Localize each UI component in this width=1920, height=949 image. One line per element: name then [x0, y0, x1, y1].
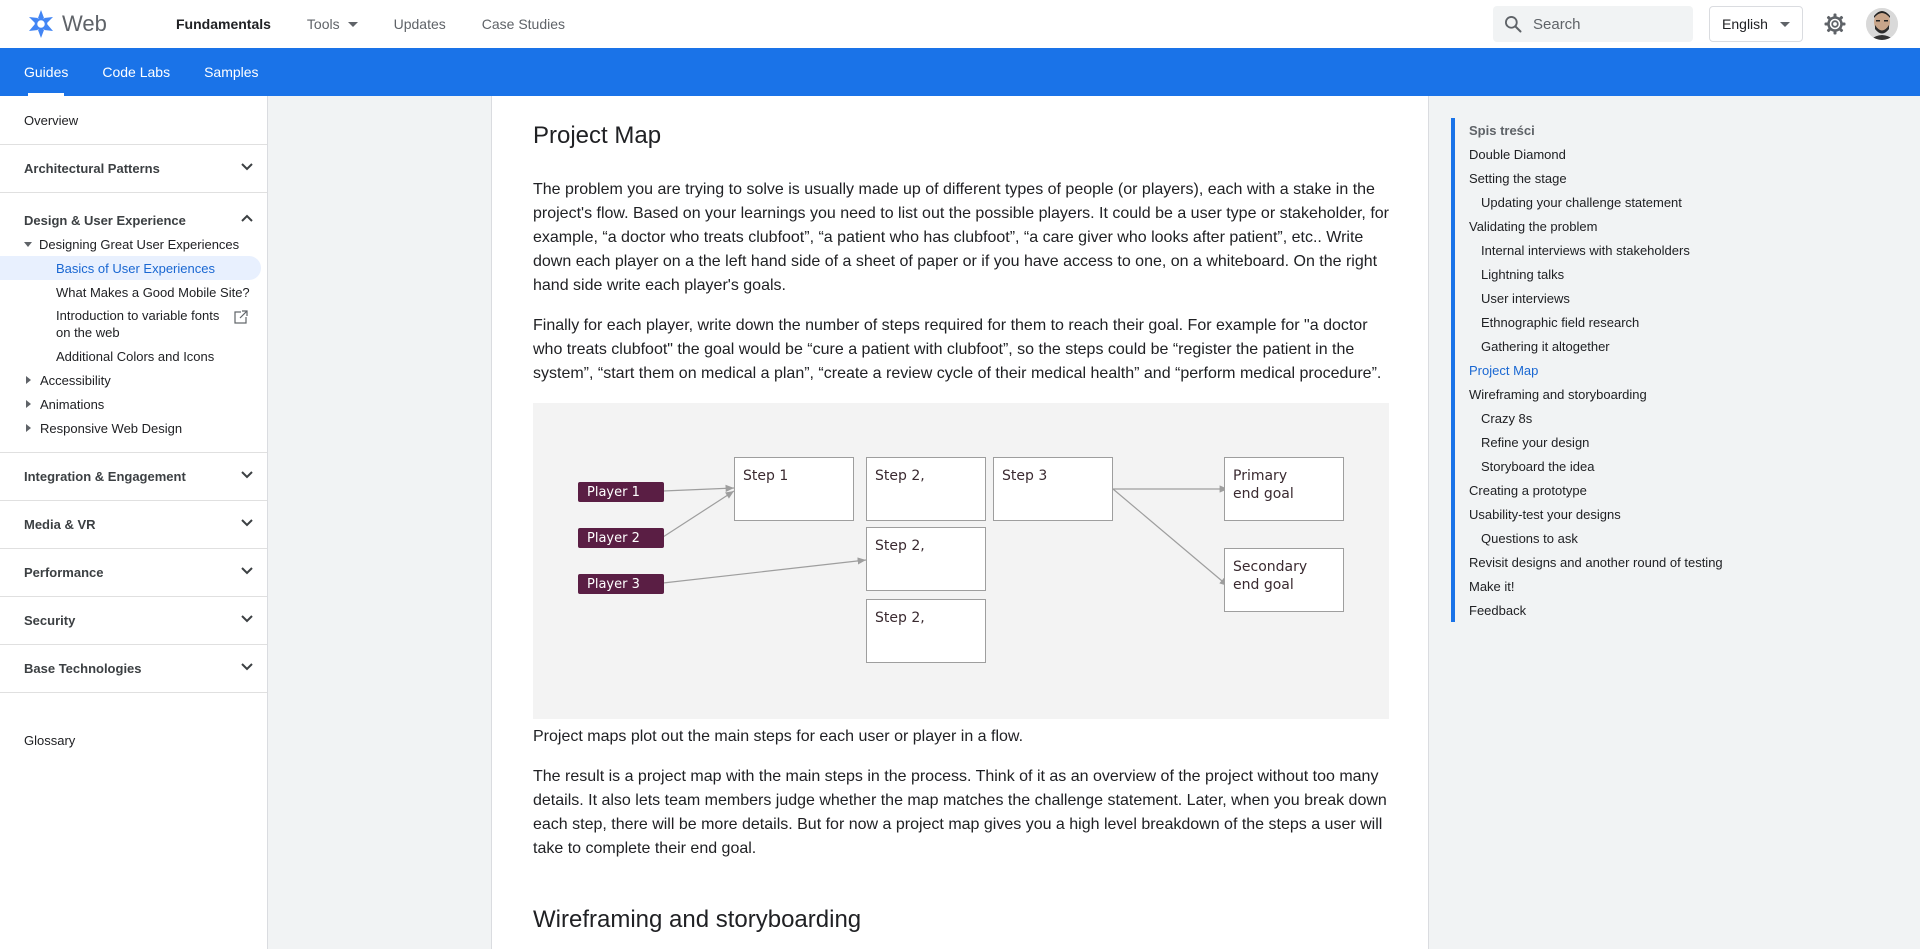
primary-goal-box: [1224, 457, 1344, 521]
article-content: [491, 96, 1429, 949]
toc-item[interactable]: Creating a prototype: [1469, 482, 1587, 498]
step-2c-box: Step 2,: [866, 599, 986, 663]
nav-fundamentals[interactable]: [176, 0, 271, 48]
sidebar-leaf-label: Introduction to variable fonts on the web: [56, 308, 220, 340]
sidebar-group-label: Designing Great User Experiences: [39, 236, 240, 252]
sidebar-item-overview[interactable]: [0, 96, 267, 144]
sidebar-item-glossary[interactable]: [0, 716, 267, 764]
secondary-goal-box: [1224, 548, 1344, 612]
toc-item[interactable]: Gathering it altogether: [1481, 338, 1610, 354]
gear-icon[interactable]: [1823, 12, 1847, 36]
sidebar-section-base-technologies[interactable]: [0, 644, 267, 692]
sidebar-group-label: Responsive Web Design: [40, 420, 183, 436]
top-app-bar: [0, 0, 1920, 48]
sidebar-group-responsive[interactable]: [0, 416, 267, 440]
nav-tools-label: Tools: [306, 16, 340, 32]
paragraph-3: The result is a project map with the main steps in the process. Think of it as an overview of the project without too many details. It also lets team members judge whether the map matches the challenge statement. Later, when you break down each step, there will be more details. But for now a project map gives you a high level breakdown of the steps a user will take to complete their end goal.: [533, 768, 1387, 857]
toc-item[interactable]: Crazy 8s: [1481, 410, 1533, 426]
sidebar-section-label: Architectural Patterns: [24, 161, 160, 176]
paragraph-1: The problem you are trying to solve is usually made up of different types of people (or players), each with a stake in the project's flow. Based on your learnings you need to list out the possible players. It could be a user type or stakeholder, for example, “a doctor who treats clubfoot”, “a patient who has clubfoot”, “a care giver who looks after patient”, etc.. Write down each player on a the left hand side of a sheet of paper or if you have access to one, on a whiteboard. On the right hand side write each player's goals.: [533, 181, 1389, 294]
paragraph-2: Finally for each player, write down the number of steps required for them to reach their goal. For example for "a doctor who treats clubfoot" the goal would be “cure a patient with clubfoot”, so the steps could be “register the patient in the system”, “start them on medical a plan”, “create a review cycle of their medical health” and “perform medical procedure”.: [533, 317, 1382, 382]
chevron-down-icon[interactable]: [241, 663, 253, 671]
secondary-goal-label: Secondary end goal: [1233, 559, 1308, 593]
sidebar-section-label: Security: [24, 613, 76, 628]
toc-item[interactable]: Internal interviews with stakeholders: [1481, 242, 1690, 258]
toc-item[interactable]: Setting the stage: [1469, 170, 1567, 186]
sidebar-group-label: Accessibility: [40, 372, 111, 388]
tab-guides-label: Guides: [24, 64, 69, 80]
search-input[interactable]: [1533, 16, 1673, 33]
toc-item[interactable]: Feedback: [1469, 602, 1527, 618]
nav-fundamentals-label: Fundamentals: [176, 16, 271, 32]
search-icon: [1503, 14, 1523, 34]
sidebar-section-label: Performance: [24, 565, 104, 580]
toc-item[interactable]: Refine your design: [1481, 434, 1590, 450]
chevron-down-icon[interactable]: [241, 615, 253, 623]
top-nav: [176, 0, 601, 48]
triangle-right-icon: [26, 424, 31, 432]
player-1-label: Player 1: [578, 482, 664, 502]
toc-heading: Spis treści: [1469, 122, 1535, 138]
toc-item[interactable]: Ethnographic field research: [1481, 314, 1640, 330]
nav-case-studies[interactable]: [482, 0, 565, 48]
sidebar-section-security[interactable]: [0, 596, 267, 644]
sidebar-section-label: Base Technologies: [24, 661, 142, 676]
toc-item[interactable]: Revisit designs and another round of testing: [1469, 554, 1723, 570]
sidebar-leaf-label: Additional Colors and Icons: [56, 348, 215, 364]
sidebar-section-integration[interactable]: [0, 452, 267, 500]
table-of-contents: [1451, 118, 1751, 622]
tab-samples-label: Samples: [204, 64, 259, 80]
toc-item[interactable]: Lightning talks: [1481, 266, 1565, 282]
avatar[interactable]: [1866, 8, 1898, 40]
step-2a-box: Step 2,: [866, 457, 986, 521]
sidebar-section-design-ux[interactable]: [0, 192, 267, 232]
sidebar-divider: [0, 692, 267, 716]
nav-updates-label: Updates: [393, 16, 446, 32]
primary-goal-label: Primary end goal: [1233, 468, 1294, 502]
chevron-down-icon[interactable]: [241, 519, 253, 527]
nav-case-studies-label: Case Studies: [481, 16, 566, 32]
chevron-down-icon[interactable]: [241, 567, 253, 575]
nav-updates[interactable]: [394, 0, 446, 48]
sidebar-section-performance[interactable]: [0, 548, 267, 596]
web-logo-icon: [26, 9, 56, 39]
chevron-down-icon[interactable]: [241, 163, 253, 171]
sidebar-group-designing-great[interactable]: [0, 232, 267, 256]
tab-code-labs[interactable]: [102, 48, 170, 96]
sidebar-section-media-vr[interactable]: [0, 500, 267, 548]
sidebar-leaf-basics[interactable]: [0, 256, 261, 280]
logo-text: Web: [62, 11, 107, 36]
player-2-label: Player 2: [578, 528, 664, 548]
logo[interactable]: [26, 9, 176, 39]
chevron-down-icon: [1780, 22, 1790, 27]
sidebar-item-label: Overview: [24, 112, 79, 128]
tab-code-labs-label: Code Labs: [102, 64, 171, 80]
chevron-down-icon[interactable]: [241, 471, 253, 479]
toc-item[interactable]: Double Diamond: [1469, 146, 1566, 162]
external-link-icon: [234, 310, 248, 324]
toc-item[interactable]: Validating the problem: [1469, 218, 1598, 234]
language-select[interactable]: [1709, 6, 1803, 42]
tab-guides[interactable]: [24, 48, 68, 96]
chevron-up-icon[interactable]: [241, 214, 253, 222]
page-title: Project Map: [533, 122, 662, 149]
toc-item[interactable]: Usability-test your designs: [1469, 506, 1621, 522]
diagram-caption: Project maps plot out the main steps for each user or player in a flow.: [533, 728, 1024, 745]
step-1-box: Step 1: [734, 457, 854, 521]
toc-item[interactable]: Updating your challenge statement: [1481, 194, 1682, 210]
language-value: English: [1722, 16, 1768, 32]
triangle-down-icon: [24, 242, 32, 247]
left-sidebar: [0, 96, 268, 949]
user-avatar-icon: [1866, 8, 1898, 40]
sidebar-leaf-variable-fonts[interactable]: [0, 304, 230, 344]
toc-item[interactable]: Questions to ask: [1481, 530, 1578, 546]
sidebar-leaf-label: Basics of User Experiences: [56, 260, 215, 276]
player-3-label: Player 3: [578, 574, 664, 594]
tab-samples[interactable]: [204, 48, 258, 96]
sidebar-leaf-good-mobile-site[interactable]: [0, 280, 267, 304]
sidebar-section-label: Integration & Engagement: [24, 469, 186, 484]
sidebar-section-architectural-patterns[interactable]: [0, 144, 267, 192]
sidebar-group-label: Animations: [40, 396, 105, 412]
toc-item[interactable]: Storyboard the idea: [1481, 458, 1595, 474]
sidebar-section-label: Media & VR: [24, 517, 96, 532]
toc-item[interactable]: Project Map: [1469, 362, 1539, 378]
project-map-diagram: [533, 403, 1389, 719]
toc-item[interactable]: Wireframing and storyboarding: [1469, 386, 1647, 402]
section-heading-wireframing: Wireframing and storyboarding: [533, 906, 862, 933]
sidebar-group-accessibility[interactable]: [0, 368, 267, 392]
chevron-down-icon: [348, 22, 358, 27]
sidebar-group-animations[interactable]: [0, 392, 267, 416]
triangle-right-icon: [26, 400, 31, 408]
sidebar-item-label: Glossary: [24, 732, 76, 748]
sidebar-leaf-colors-icons[interactable]: [0, 344, 267, 368]
toc-item[interactable]: User interviews: [1481, 290, 1570, 306]
sidebar-section-label: Design & User Experience: [24, 213, 186, 228]
nav-tools[interactable]: [307, 0, 358, 48]
sidebar-leaf-label: What Makes a Good Mobile Site?: [56, 284, 250, 300]
step-3-box: Step 3: [993, 457, 1113, 521]
step-2b-box: Step 2,: [866, 527, 986, 591]
search-box[interactable]: [1493, 6, 1693, 42]
sub-nav: [0, 48, 1920, 96]
triangle-right-icon: [26, 376, 31, 384]
toc-item[interactable]: Make it!: [1469, 578, 1515, 594]
